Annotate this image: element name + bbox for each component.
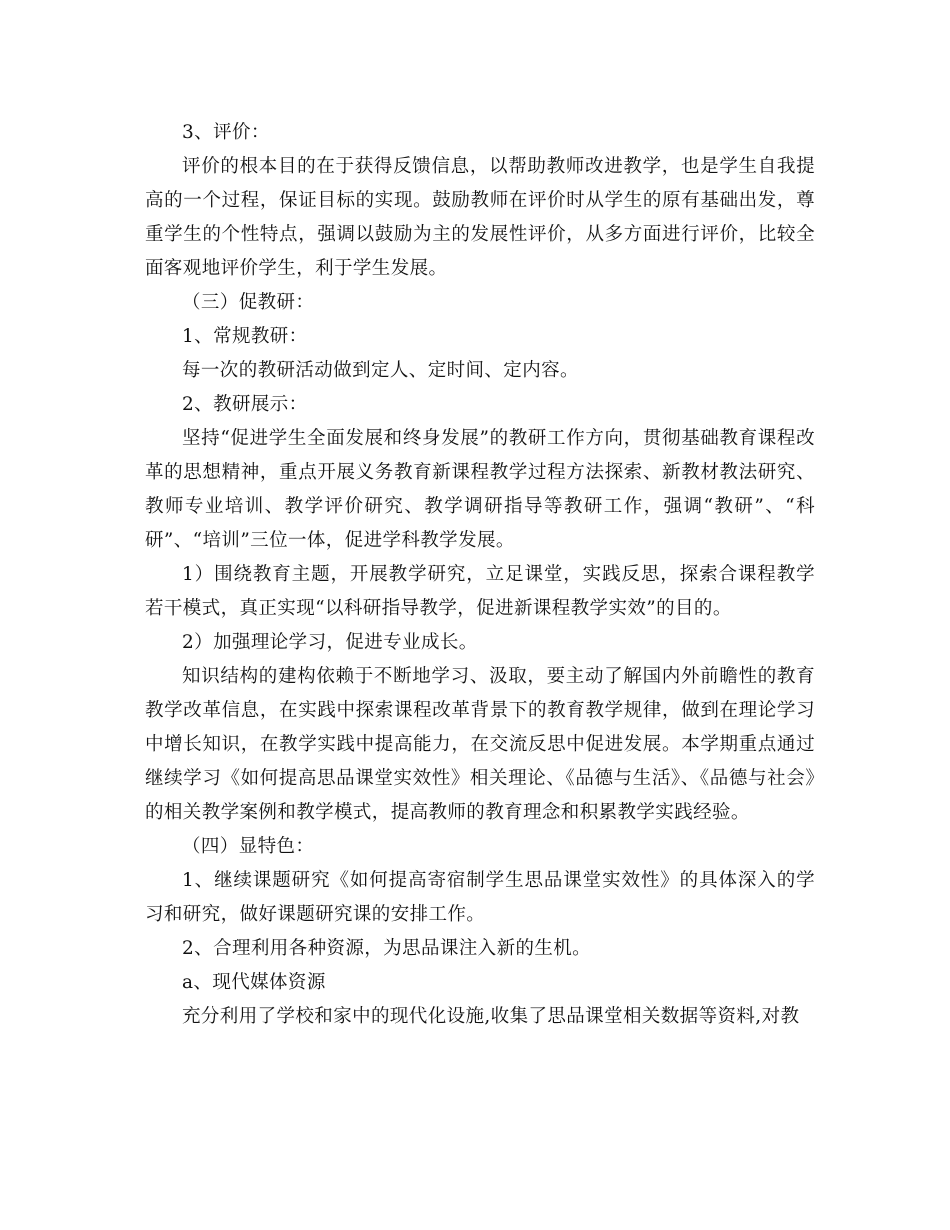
heading-promote-research: （三）促教研： bbox=[182, 292, 315, 313]
paragraph-media-usage: 充分利用了学校和家中的现代化设施,收集了思品课堂相关数据等资料,对教 bbox=[182, 1006, 800, 1027]
paragraph-resources: 2、合理利用各种资源，为思品课注入新的生机。 bbox=[182, 938, 592, 959]
heading-features: （四）显特色： bbox=[182, 836, 315, 857]
paragraph-theory-learning: 2）加强理论学习，促进专业成长。 bbox=[182, 632, 478, 653]
paragraph-topic-research: 1、继续课题研究《如何提高寄宿制学生思品课堂实效性》的具体深入的学习和研究，做好课题研究课的安排工作。 bbox=[145, 870, 815, 925]
heading-evaluation: 3、评价： bbox=[182, 122, 270, 143]
paragraph-evaluation-purpose: 评价的根本目的在于获得反馈信息，以帮助教师改进教学，也是学生自我提高的一个过程，保证目标的实现。鼓励教师在评价时从学生的原有基础出发，尊重学生的个性特点，强调以鼓励为主的发展性评价，从多方面进行评价，比较全面客观地评价学生，利于学生发展。 bbox=[145, 156, 815, 279]
heading-modern-media: a、现代媒体资源 bbox=[182, 972, 326, 993]
heading-research-showcase: 2、教研展示： bbox=[182, 394, 308, 415]
paragraph-routine-research: 每一次的教研活动做到定人、定时间、定内容。 bbox=[182, 360, 579, 381]
heading-routine-research: 1、常规教研： bbox=[182, 326, 308, 347]
document-body bbox=[145, 116, 815, 1034]
paragraph-teaching-study: 1）围绕教育主题，开展教学研究，立足课堂，实践反思，探索合课程教学若干模式，真正实现“以科研指导教学，促进新课程教学实效”的目的。 bbox=[145, 564, 815, 619]
paragraph-research-direction: 坚持“促进学生全面发展和终身发展”的教研工作方向，贯彻基础教育课程改革的思想精神，重点开展义务教育新课程教学过程方法探索、新教材教法研究、教师专业培训、教学评价研究、教学调研指导等教研工作，强调“教研”、“科研”、“培训”三位一体，促进学科教学发展。 bbox=[145, 428, 815, 551]
paragraph-knowledge-structure: 知识结构的建构依赖于不断地学习、汲取，要主动了解国内外前瞻性的教育教学改革信息，在实践中探索课程改革背景下的教育教学规律，做到在理论学习中增长知识，在教学实践中提高能力，在交流反思中促进发展。本学期重点通过继续学习《如何提高思品课堂实效性》相关理论、《品德与生活》、《品德与社会》的相关教学案例和教学模式，提高教师的教育理念和积累教学实践经验。 bbox=[145, 666, 815, 823]
